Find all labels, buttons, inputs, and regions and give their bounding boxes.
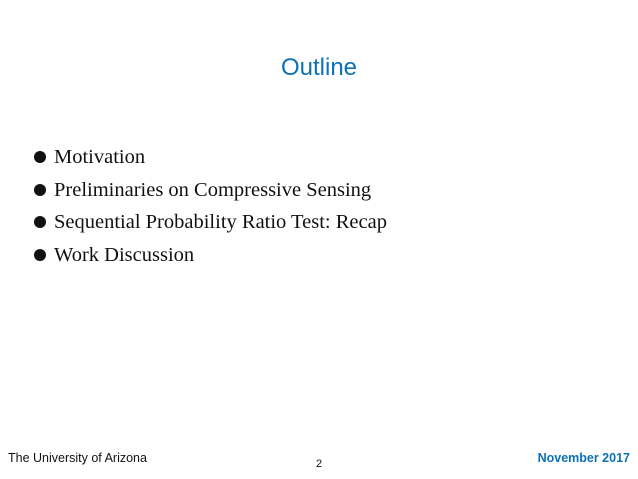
list-item (34, 211, 387, 244)
bullet-icon (34, 151, 46, 163)
list-item-label: Preliminaries on Compressive Sensing (54, 178, 372, 201)
list-item-label: Work Discussion (54, 243, 195, 266)
list-item-label: Sequential Probability Ratio Test: Recap (54, 211, 387, 233)
list-item-label: Motivation (54, 146, 146, 168)
page-number: 2 (315, 458, 323, 470)
outline-list (34, 146, 387, 276)
footer-date: November 2017 (537, 451, 630, 465)
list-item (34, 179, 387, 212)
list-item (34, 146, 387, 179)
bullet-icon (34, 184, 46, 196)
footer-institution: The University of Arizona (8, 451, 147, 465)
bullet-icon (34, 216, 46, 228)
bullet-icon (34, 249, 46, 261)
list-item (34, 244, 387, 277)
slide-title: Outline (280, 54, 358, 81)
